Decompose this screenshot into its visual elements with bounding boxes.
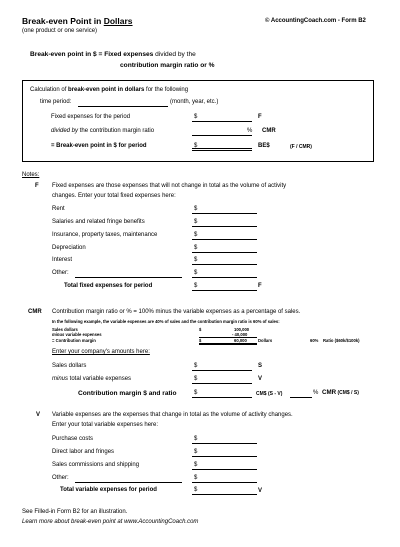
dollar-sign: $ — [199, 327, 202, 332]
v-text-1: Variable expenses are the expenses that change in total as the volume of activity changes. — [52, 412, 293, 418]
fixed-total-code: F — [258, 283, 262, 289]
time-period-label: time period: — [40, 99, 72, 105]
dollar-sign: $ — [194, 245, 198, 251]
fixed-item-other: Other: — [52, 270, 69, 276]
fixed-other-field[interactable] — [192, 277, 257, 278]
f-text-2: changes. Enter your total fixed expenses here: — [52, 193, 176, 199]
break-even-result-field[interactable] — [192, 148, 252, 151]
time-period-hint: (month, year, etc.) — [170, 99, 219, 105]
example-dollars-word: Dollars — [258, 338, 273, 343]
example-sales-label: Sales dollars — [52, 327, 78, 332]
fixed-code: F — [258, 114, 262, 120]
calc-intro: Calculation of break-even point in dollars for the following — [30, 87, 189, 93]
page-title: Break-even Point in Dollars — [22, 16, 133, 26]
var-total-code: V — [258, 488, 263, 494]
cm-formula-2: CMR (CM$ / S) — [322, 389, 359, 396]
fixed-item-rent: Rent — [52, 206, 65, 212]
v-code: V — [36, 412, 41, 418]
example-ratio-pct: 60% — [310, 338, 319, 343]
dollar-sign: $ — [194, 283, 198, 289]
cmr-text: Contribution margin ratio or % = 100% minus the variable expenses as a percentage of sales. — [52, 309, 301, 315]
sales-code: S — [258, 363, 263, 369]
dollar-sign: $ — [194, 487, 198, 493]
sales-dollars-label: Sales dollars — [52, 363, 87, 369]
example-var-value: - 40,000 — [232, 332, 248, 337]
fixed-item-salaries: Salaries and related fringe benefits — [52, 219, 145, 225]
page-subtitle: (one product or one service) — [22, 28, 98, 34]
enter-amounts-label: Enter your company's amounts here: — [52, 349, 150, 355]
cmr-code: CMR — [262, 128, 276, 134]
cm-formula-1: CM$ (S - V) — [256, 391, 283, 397]
v-text-2: Enter your total variable expenses here: — [52, 422, 159, 428]
dollar-sign: $ — [194, 232, 198, 238]
var-item-labor: Direct labor and fringes — [52, 449, 115, 455]
formula-line1: Break-even point in $ = Fixed expenses divided by the — [30, 51, 196, 58]
cm-pct: % — [313, 390, 319, 396]
example-cm-label: = Contribution margin — [52, 338, 96, 343]
be-formula: (F / CMR) — [290, 144, 312, 150]
var-total-field[interactable] — [192, 494, 257, 495]
var-other-description-field[interactable] — [75, 482, 182, 483]
result-label: = Break-even point in $ for period — [51, 143, 147, 149]
insurance-field[interactable] — [192, 239, 257, 240]
see-illustration: See Filled-in Form B2 for an illustration. — [22, 509, 128, 515]
commissions-field[interactable] — [192, 469, 257, 470]
cmr-section-code: CMR — [28, 309, 42, 315]
cmr-field[interactable] — [192, 135, 252, 136]
dollar-sign: $ — [194, 449, 198, 455]
variable-expenses-field[interactable] — [192, 383, 252, 384]
cm-dollars-field[interactable] — [192, 397, 252, 398]
var-total-label: Total variable expenses for period — [60, 487, 157, 493]
cmr-example-text: In the following example, the variable expenses are 40% of sales and the contribution margin ratio is 60% of sales: — [52, 319, 280, 324]
fixed-item-depreciation: Depreciation — [52, 245, 86, 251]
var-item-commissions: Sales commissions and shipping — [52, 462, 140, 468]
time-period-field[interactable] — [78, 106, 168, 107]
result-dollar-sign: $ — [194, 143, 198, 149]
dollar-sign: $ — [194, 257, 198, 263]
cm-label: Contribution margin $ and ratio — [78, 390, 177, 397]
var-code: V — [258, 376, 263, 382]
fixed-other-description-field[interactable] — [75, 277, 182, 278]
dollar-sign: $ — [194, 206, 198, 212]
copyright: © AccountingCoach.com - Form B2 — [265, 18, 366, 24]
fixed-total-label: Total fixed expenses for period — [64, 283, 153, 289]
dollar-sign: $ — [194, 363, 198, 369]
interest-field[interactable] — [192, 264, 257, 265]
fixed-item-interest: Interest — [52, 257, 73, 263]
f-code: F — [35, 183, 39, 189]
notes-title: Notes: — [22, 172, 40, 178]
percent-sign: % — [247, 128, 253, 134]
learn-more-link[interactable]: Learn more about break-even point at www.AccountingCoach.com — [22, 519, 199, 525]
rent-field[interactable] — [192, 213, 257, 214]
divided-by-label: divided by the contribution margin ratio — [51, 128, 155, 134]
example-var-label: minus variable expenses — [52, 332, 102, 337]
dollar-sign: $ — [194, 376, 198, 382]
var-item-other: Other: — [52, 475, 69, 481]
example-total-rule — [199, 343, 257, 345]
depreciation-field[interactable] — [192, 252, 257, 253]
fixed-total-field[interactable] — [192, 290, 257, 291]
fixed-dollar-sign: $ — [194, 114, 198, 120]
salaries-field[interactable] — [192, 226, 257, 227]
example-sales-value: 100,000 — [234, 327, 250, 332]
dollar-sign: $ — [194, 475, 198, 481]
example-ratio-label: Ratio ($60k/$100k) — [323, 338, 360, 343]
dollar-sign: $ — [194, 270, 198, 276]
fixed-expenses-label: Fixed expenses for the period — [51, 114, 131, 120]
formula-line2: contribution margin ratio or % — [120, 62, 215, 69]
be-code: BE$ — [258, 143, 270, 149]
direct-labor-field[interactable] — [192, 456, 257, 457]
example-cm-value: 60,000 — [234, 338, 247, 343]
dollar-sign: $ — [194, 390, 198, 396]
fixed-item-insurance: Insurance, property taxes, maintenance — [52, 232, 158, 238]
dollar-sign: $ — [194, 462, 198, 468]
f-text-1: Fixed expenses are those expenses that will not change in total as the volume of activity — [52, 183, 287, 189]
dollar-sign: $ — [194, 219, 198, 225]
dollar-sign: $ — [199, 338, 202, 343]
cmr-ratio-field[interactable] — [290, 397, 312, 398]
minus-var-label: minus total variable expenses — [52, 376, 132, 382]
fixed-expenses-field[interactable] — [192, 121, 252, 122]
var-other-field[interactable] — [192, 482, 257, 483]
example-subtotal-rule — [199, 337, 257, 338]
sales-dollars-field[interactable] — [192, 370, 252, 371]
dollar-sign: $ — [194, 436, 198, 442]
var-item-purchase: Purchase costs — [52, 436, 94, 442]
purchase-costs-field[interactable] — [192, 443, 257, 444]
